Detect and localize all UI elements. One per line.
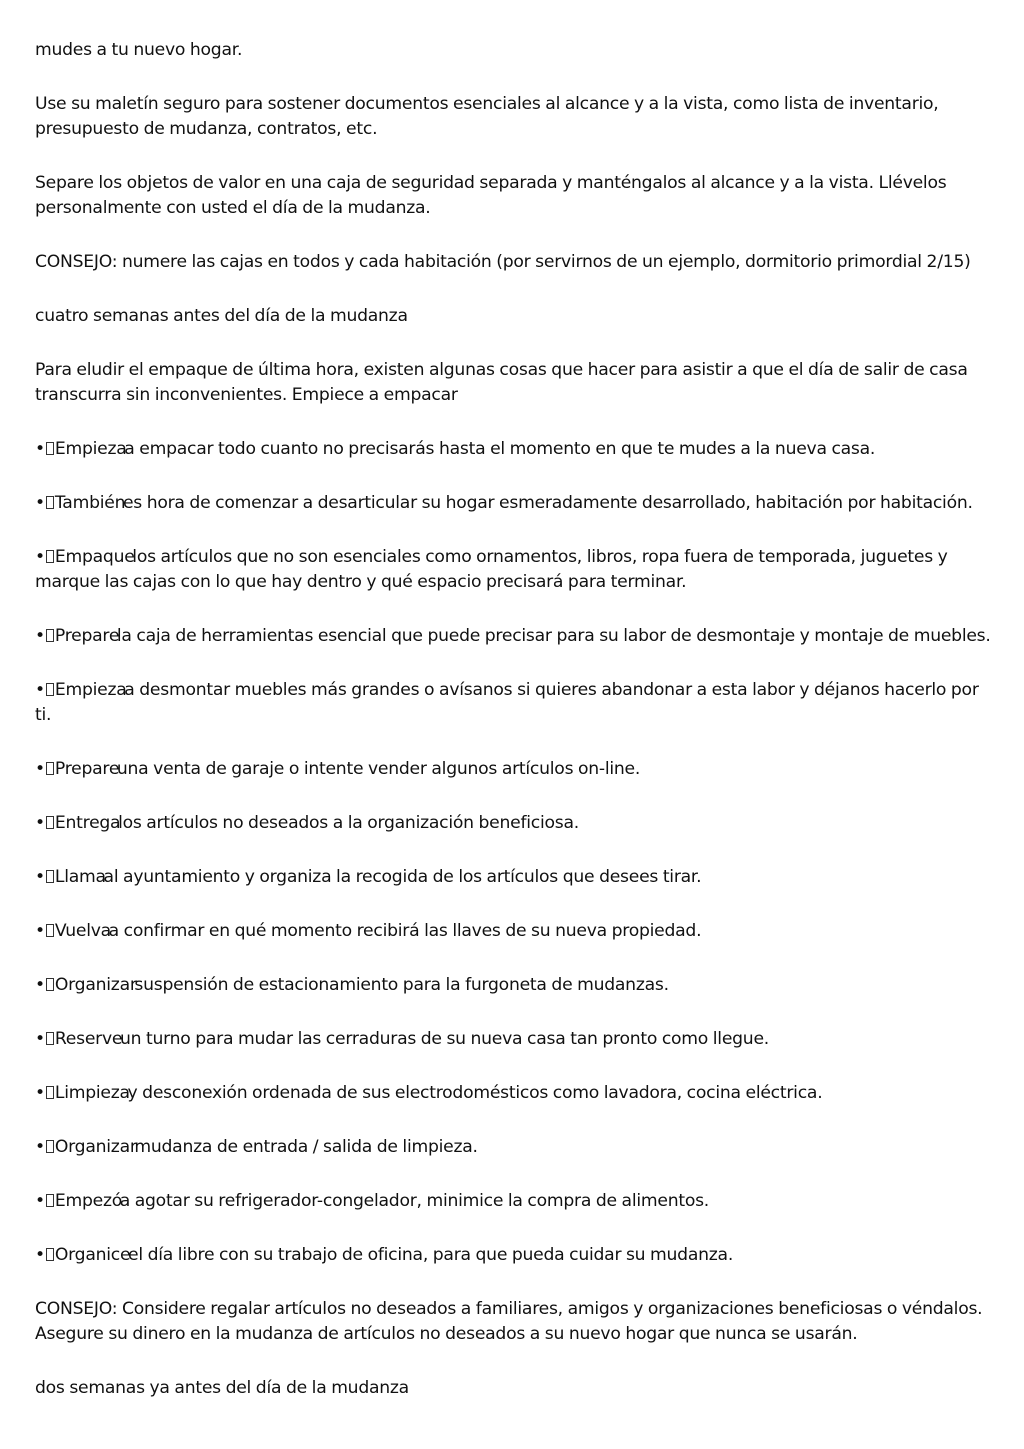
checklist-item (35, 973, 995, 998)
missing-glyph-icon (46, 1194, 54, 1207)
checklist-item (35, 437, 995, 462)
bullet-icon: • (35, 759, 45, 779)
bullet-icon: • (35, 680, 45, 700)
item-text: a desmontar muebles más grandes o avísanos si quieres abandonar a esta labor y déjanos hacerlo por ti. (35, 680, 979, 725)
missing-glyph-icon (46, 550, 54, 563)
checklist-item (35, 491, 995, 516)
paragraph-avoid-last-minute: Para eludir el empaque de última hora, existen algunas cosas que hacer para asistir a que el día de salir de casa transcurra sin inconvenientes. Empiece a empacar (35, 360, 968, 405)
checklist (35, 437, 995, 1268)
checklist-item (35, 678, 995, 728)
item-lead-word: Limpieza (54, 1083, 130, 1103)
tip-unwanted-items: CONSEJO: Considere regalar artículos no deseados a familiares, amigos y organizaciones beneficiosas o véndalos. Asegure su dinero en la mudanza de artículos no deseados a su nuevo hogar que nunca se usarán. (35, 1299, 983, 1344)
checklist-item (35, 1081, 995, 1106)
item-lead-word: Empieza (54, 439, 127, 459)
item-lead-word: Prepare (54, 626, 120, 646)
paragraph-valuables: Separe los objetos de valor en una caja de seguridad separada y manténgalos al alcance y a la vista. Llévelos personalmente con usted el día de la mudanza. (35, 173, 947, 218)
missing-glyph-icon (46, 978, 54, 991)
checklist-item (35, 811, 995, 836)
bullet-icon: • (35, 975, 45, 995)
item-lead-word: También (54, 493, 126, 513)
missing-glyph-icon (46, 683, 54, 696)
paragraph-briefcase: Use su maletín seguro para sostener documentos esenciales al alcance y a la vista, como lista de inventario, presupuesto de mudanza, contratos, etc. (35, 94, 939, 139)
section-heading-two-weeks: dos semanas ya antes del día de la mudanza (35, 1378, 409, 1398)
bullet-icon: • (35, 1245, 45, 1265)
item-text: la caja de herramientas esencial que puede precisar para su labor de desmontaje y montaje de muebles. (116, 626, 991, 646)
checklist-item (35, 757, 995, 782)
bullet-icon: • (35, 1029, 45, 1049)
item-lead-word: Organizar (54, 1137, 137, 1157)
item-text: un turno para mudar las cerraduras de su nueva casa tan pronto como llegue. (119, 1029, 769, 1049)
missing-glyph-icon (46, 1032, 54, 1045)
item-text: el día libre con su trabajo de oficina, para que pueda cuidar su mudanza. (128, 1245, 734, 1265)
item-text: mudanza de entrada / salida de limpieza. (134, 1137, 478, 1157)
bullet-icon: • (35, 1137, 45, 1157)
section-heading-four-weeks: cuatro semanas antes del día de la mudanza (35, 306, 408, 326)
checklist-item (35, 1135, 995, 1160)
item-lead-word: Empezó (54, 1191, 123, 1211)
checklist-item (35, 624, 995, 649)
item-lead-word: Vuelva (54, 921, 111, 941)
bullet-icon: • (35, 813, 45, 833)
item-lead-word: Reserve (54, 1029, 123, 1049)
checklist-item (35, 1189, 995, 1214)
missing-glyph-icon (46, 870, 54, 883)
document-page (35, 38, 995, 1430)
item-text: los artículos no deseados a la organización beneficiosa. (118, 813, 579, 833)
missing-glyph-icon (46, 924, 54, 937)
item-text: y desconexión ordenada de sus electrodomésticos como lavadora, cocina eléctrica. (127, 1083, 823, 1103)
item-text: suspensión de estacionamiento para la furgoneta de mudanzas. (134, 975, 669, 995)
item-lead-word: Organice (54, 1245, 131, 1265)
item-lead-word: Prepare (54, 759, 120, 779)
bullet-icon: • (35, 1083, 45, 1103)
item-text: es hora de comenzar a desarticular su hogar esmeradamente desarrollado, habitación por habitación. (122, 493, 973, 513)
item-text: una venta de garaje o intente vender algunos artículos on-line. (116, 759, 641, 779)
missing-glyph-icon (46, 629, 54, 642)
missing-glyph-icon (46, 496, 54, 509)
item-lead-word: Organizar (54, 975, 137, 995)
checklist-item (35, 919, 995, 944)
missing-glyph-icon (46, 762, 54, 775)
missing-glyph-icon (46, 1248, 54, 1261)
paragraph-continuation: mudes a tu nuevo hogar. (35, 40, 243, 60)
checklist-item (35, 545, 995, 595)
checklist-item (35, 1243, 995, 1268)
item-text: a agotar su refrigerador-congelador, minimice la compra de alimentos. (119, 1191, 710, 1211)
missing-glyph-icon (46, 442, 54, 455)
bullet-icon: • (35, 439, 45, 459)
item-text: a confirmar en qué momento recibirá las llaves de su nueva propiedad. (108, 921, 702, 941)
missing-glyph-icon (46, 1086, 54, 1099)
item-text: al ayuntamiento y organiza la recogida de los artículos que desees tirar. (103, 867, 702, 887)
item-lead-word: Llama (54, 867, 106, 887)
bullet-icon: • (35, 547, 45, 567)
item-lead-word: Empaque (54, 547, 135, 567)
checklist-item (35, 1027, 995, 1052)
item-text: los artículos que no son esenciales como ornamentos, libros, ropa fuera de temporada, juguetes y marque las cajas con lo que hay dentro y qué espacio precisará para terminar. (35, 547, 948, 592)
item-lead-word: Empieza (54, 680, 127, 700)
tip-number-boxes: CONSEJO: numere las cajas en todos y cada habitación (por servirnos de un ejemplo, dormitorio primordial 2/15) (35, 252, 971, 272)
item-lead-word: Entrega (54, 813, 121, 833)
bullet-icon: • (35, 867, 45, 887)
bullet-icon: • (35, 1191, 45, 1211)
bullet-icon: • (35, 626, 45, 646)
missing-glyph-icon (46, 816, 54, 829)
missing-glyph-icon (46, 1140, 54, 1153)
item-text: a empacar todo cuanto no precisarás hasta el momento en que te mudes a la nueva casa. (124, 439, 876, 459)
bullet-icon: • (35, 921, 45, 941)
bullet-icon: • (35, 493, 45, 513)
checklist-item (35, 865, 995, 890)
